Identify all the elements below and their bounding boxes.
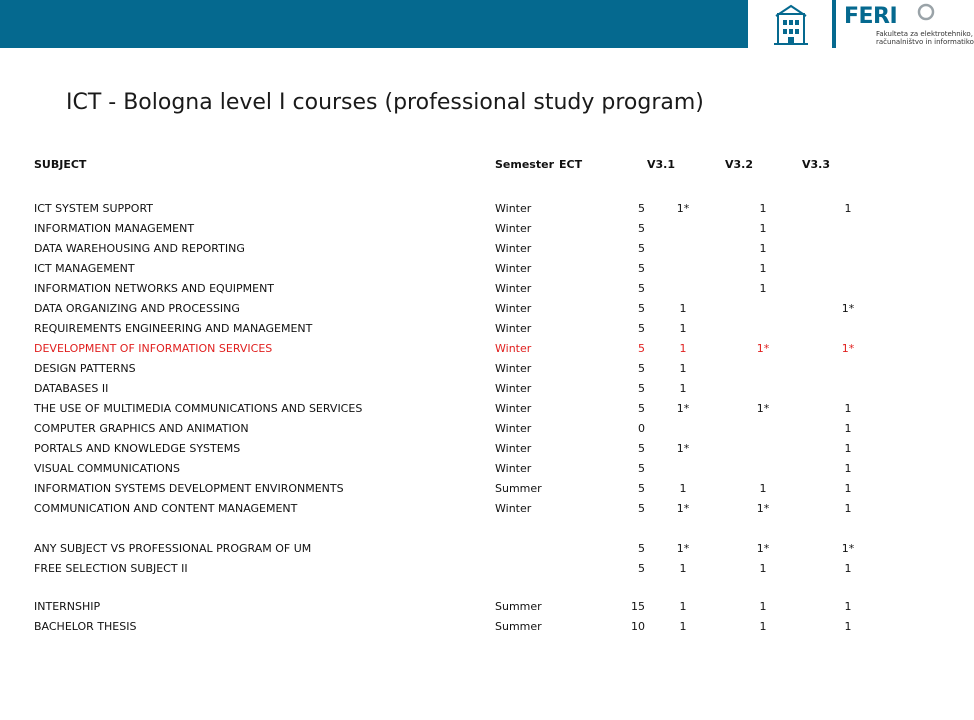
- cell-subject: INFORMATION NETWORKS AND EQUIPMENT: [34, 282, 275, 295]
- table-row: [0, 482, 960, 502]
- cell-subject: THE USE OF MULTIMEDIA COMMUNICATIONS AND SERVICES: [34, 402, 363, 415]
- cell-semester: Summer: [495, 600, 542, 613]
- cell-v32: 1: [759, 482, 767, 495]
- feri-swoosh-icon: [906, 2, 942, 26]
- cell-semester: Winter: [495, 342, 532, 355]
- university-building-icon: [748, 0, 832, 48]
- table-row: [0, 302, 960, 322]
- cell-ect: 5: [638, 302, 645, 315]
- cell-semester: Winter: [495, 362, 532, 375]
- cell-subject: COMMUNICATION AND CONTENT MANAGEMENT: [34, 502, 298, 515]
- feri-logo-subtitle: [876, 30, 974, 46]
- cell-v31: 1*: [676, 442, 690, 455]
- cell-semester: Winter: [495, 502, 532, 515]
- cell-semester: Winter: [495, 442, 532, 455]
- cell-ect: 5: [638, 562, 645, 575]
- cell-semester: Winter: [495, 282, 532, 295]
- cell-subject: VISUAL COMMUNICATIONS: [34, 462, 180, 475]
- cell-v31: 1: [679, 382, 687, 395]
- cell-semester: Winter: [495, 302, 532, 315]
- cell-ect: 5: [638, 282, 645, 295]
- table-row: [0, 600, 960, 620]
- cell-v32: 1: [759, 600, 767, 613]
- cell-ect: 5: [638, 322, 645, 335]
- cell-ect: 5: [638, 242, 645, 255]
- column-header-v33: V3.3: [802, 158, 830, 171]
- cell-subject: PORTALS AND KNOWLEDGE SYSTEMS: [34, 442, 241, 455]
- table-row: [0, 402, 960, 422]
- cell-ect: 5: [638, 222, 645, 235]
- cell-v33: 1*: [841, 542, 855, 555]
- cell-subject: DATA ORGANIZING AND PROCESSING: [34, 302, 240, 315]
- cell-subject: BACHELOR THESIS: [34, 620, 137, 633]
- cell-v32: 1: [759, 222, 767, 235]
- cell-v33: 1: [844, 502, 852, 515]
- cell-v33: 1: [844, 422, 852, 435]
- cell-subject: INFORMATION MANAGEMENT: [34, 222, 195, 235]
- table-row: [0, 422, 960, 442]
- cell-v32: 1*: [756, 542, 770, 555]
- cell-subject: DESIGN PATTERNS: [34, 362, 136, 375]
- cell-v33: 1: [844, 462, 852, 475]
- cell-subject: DATABASES II: [34, 382, 109, 395]
- cell-v32: 1: [759, 202, 767, 215]
- cell-subject: ICT MANAGEMENT: [34, 262, 135, 275]
- cell-semester: Winter: [495, 382, 532, 395]
- cell-semester: Winter: [495, 242, 532, 255]
- cell-subject: INTERNSHIP: [34, 600, 101, 613]
- cell-ect: 5: [638, 262, 645, 275]
- cell-ect: 15: [631, 600, 645, 613]
- cell-semester: Summer: [495, 482, 542, 495]
- cell-v32: 1: [759, 620, 767, 633]
- cell-v31: 1: [679, 562, 687, 575]
- university-logo: [748, 0, 832, 48]
- table-row: [0, 242, 960, 262]
- cell-v33: 1: [844, 600, 852, 613]
- cell-v32: 1: [759, 282, 767, 295]
- cell-semester: Winter: [495, 422, 532, 435]
- cell-v31: 1: [679, 322, 687, 335]
- cell-v31: 1*: [676, 542, 690, 555]
- cell-v32: 1*: [756, 502, 770, 515]
- feri-subtitle-line1: Fakulteta za elektrotehniko,: [876, 30, 973, 38]
- cell-v33: 1: [844, 402, 852, 415]
- cell-ect: 5: [638, 462, 645, 475]
- cell-subject: DEVELOPMENT OF INFORMATION SERVICES: [34, 342, 273, 355]
- cell-v31: 1*: [676, 202, 690, 215]
- table-row: [0, 362, 960, 382]
- cell-ect: 10: [631, 620, 645, 633]
- cell-semester: Winter: [495, 202, 532, 215]
- column-header-ect: ECT: [559, 158, 583, 171]
- cell-subject: ANY SUBJECT VS PROFESSIONAL PROGRAM OF UM: [34, 542, 312, 555]
- feri-subtitle-line2: računalništvo in informatiko: [876, 38, 974, 46]
- cell-v32: 1: [759, 562, 767, 575]
- column-header-v31: V3.1: [647, 158, 675, 171]
- cell-v33: 1*: [841, 342, 855, 355]
- cell-v33: 1: [844, 442, 852, 455]
- table-row: [0, 382, 960, 402]
- cell-ect: 5: [638, 442, 645, 455]
- cell-v33: 1: [844, 620, 852, 633]
- cell-ect: 5: [638, 542, 645, 555]
- cell-v33: 1: [844, 202, 852, 215]
- page-title: ICT - Bologna level I courses (professional study program): [66, 90, 704, 115]
- cell-v32: 1: [759, 262, 767, 275]
- table-row: [0, 262, 960, 282]
- cell-ect: 5: [638, 202, 645, 215]
- cell-semester: Winter: [495, 402, 532, 415]
- cell-v32: 1*: [756, 342, 770, 355]
- cell-ect: 5: [638, 482, 645, 495]
- cell-ect: 5: [638, 342, 645, 355]
- table-row: [0, 322, 960, 342]
- cell-ect: 5: [638, 402, 645, 415]
- table-row: [0, 202, 960, 222]
- cell-v31: 1*: [676, 402, 690, 415]
- cell-v32: 1: [759, 242, 767, 255]
- cell-v31: 1: [679, 620, 687, 633]
- cell-v31: 1*: [676, 502, 690, 515]
- cell-v33: 1: [844, 482, 852, 495]
- table-row: [0, 442, 960, 462]
- cell-subject: COMPUTER GRAPHICS AND ANIMATION: [34, 422, 249, 435]
- header-bar: [0, 0, 974, 48]
- table-row: [0, 542, 960, 562]
- table-row: [0, 462, 960, 482]
- cell-v31: 1: [679, 482, 687, 495]
- table-row: [0, 502, 960, 522]
- cell-v33: 1: [844, 562, 852, 575]
- cell-v33: 1*: [841, 302, 855, 315]
- cell-v31: 1: [679, 362, 687, 375]
- cell-semester: Winter: [495, 462, 532, 475]
- table-row: [0, 620, 960, 640]
- cell-semester: Winter: [495, 262, 532, 275]
- column-header-v32: V3.2: [725, 158, 753, 171]
- table-row: [0, 222, 960, 242]
- feri-logo-text: FERI: [844, 4, 898, 29]
- cell-subject: INFORMATION SYSTEMS DEVELOPMENT ENVIRONMENTS: [34, 482, 344, 495]
- cell-v31: 1: [679, 342, 687, 355]
- cell-semester: Summer: [495, 620, 542, 633]
- cell-v31: 1: [679, 302, 687, 315]
- cell-ect: 0: [638, 422, 645, 435]
- table-row: [0, 342, 960, 362]
- cell-subject: REQUIREMENTS ENGINEERING AND MANAGEMENT: [34, 322, 313, 335]
- cell-subject: DATA WAREHOUSING AND REPORTING: [34, 242, 245, 255]
- cell-ect: 5: [638, 382, 645, 395]
- feri-logo: [836, 0, 974, 48]
- cell-ect: 5: [638, 362, 645, 375]
- cell-subject: FREE SELECTION SUBJECT II: [34, 562, 188, 575]
- column-header-subject: SUBJECT: [34, 158, 87, 171]
- cell-v32: 1*: [756, 402, 770, 415]
- cell-semester: Winter: [495, 322, 532, 335]
- cell-subject: ICT SYSTEM SUPPORT: [34, 202, 154, 215]
- table-row: [0, 562, 960, 582]
- cell-ect: 5: [638, 502, 645, 515]
- cell-semester: Winter: [495, 222, 532, 235]
- cell-v31: 1: [679, 600, 687, 613]
- table-row: [0, 282, 960, 302]
- column-header-semester: Semester: [495, 158, 554, 171]
